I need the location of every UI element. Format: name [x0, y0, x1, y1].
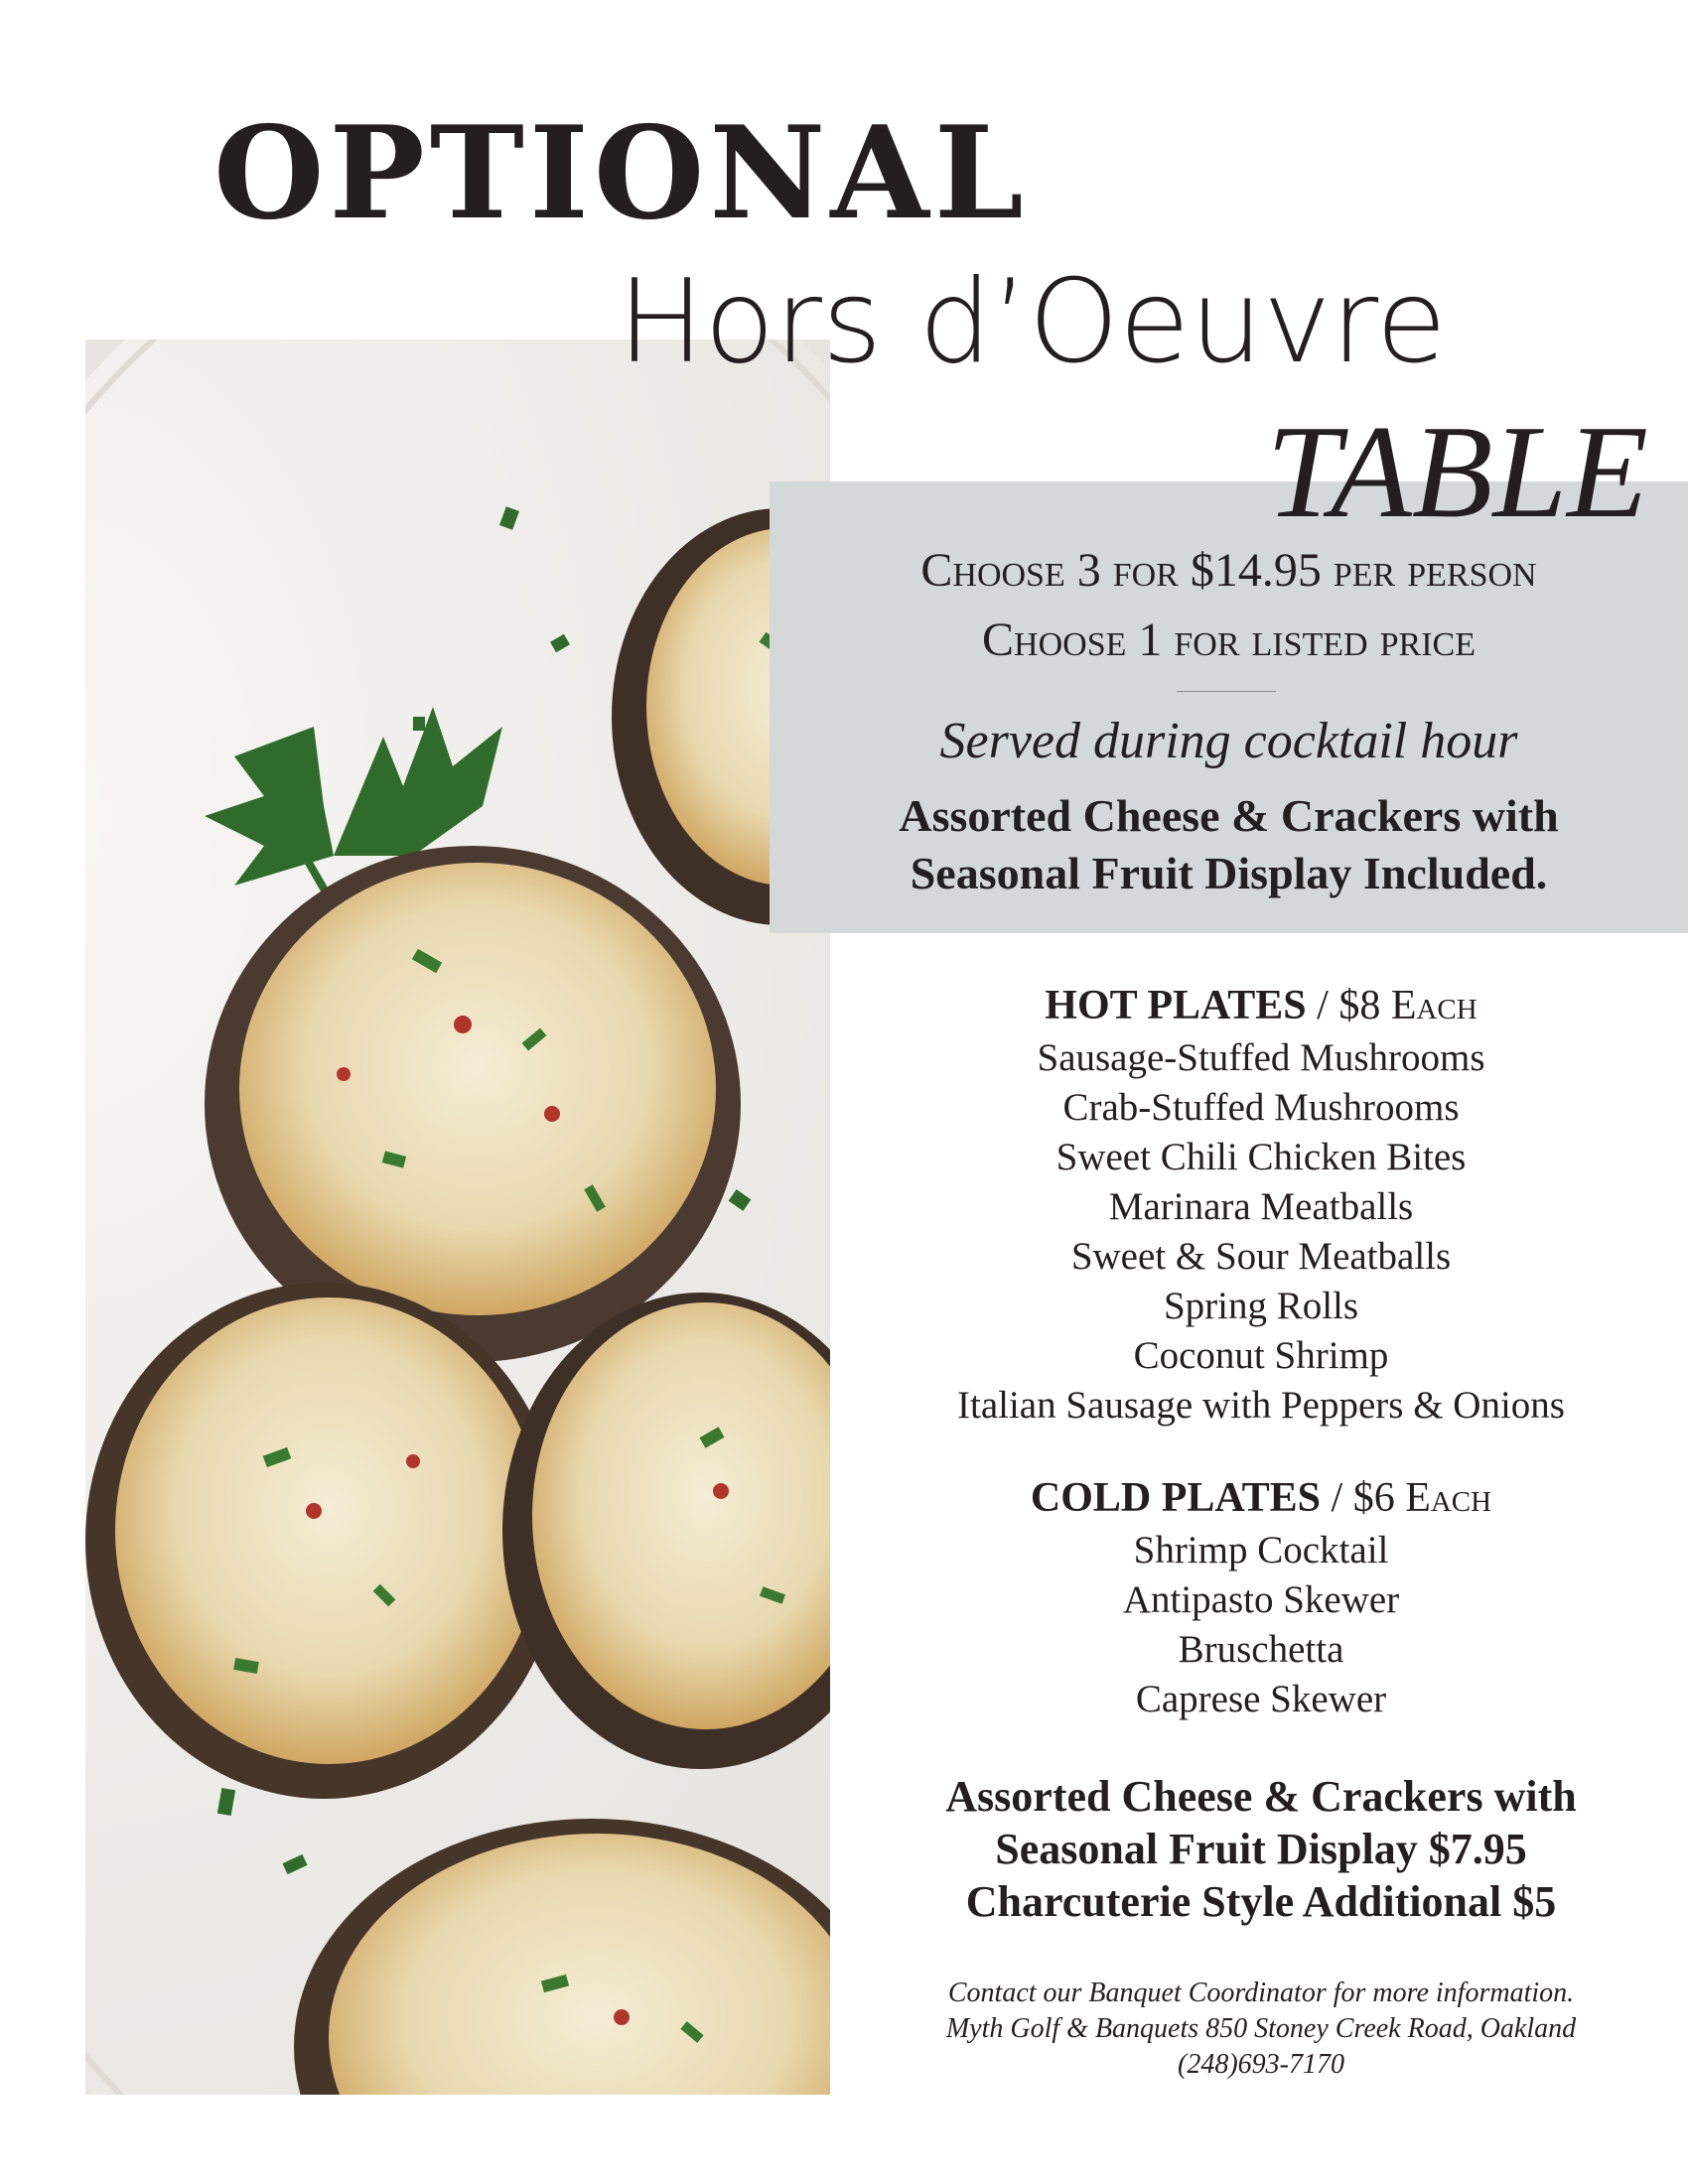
list-item: Sausage-Stuffed Mushrooms: [1037, 1036, 1485, 1079]
hot-plates-name: HOT PLATES: [1045, 983, 1307, 1028]
list-item: Sweet Chili Chicken Bites: [1055, 1136, 1467, 1178]
hot-plates-separator: /: [1306, 983, 1339, 1028]
served-note: Served during cocktail hour: [939, 713, 1518, 769]
list-item: Italian Sausage with Peppers & Onions: [957, 1384, 1565, 1427]
contact-phone: (248)693-7170: [1178, 2049, 1344, 2080]
list-item: Spring Rolls: [1163, 1285, 1359, 1327]
included-line-1: Assorted Cheese & Crackers with: [899, 790, 1559, 841]
list-item: Marinara Meatballs: [1108, 1185, 1414, 1228]
list-item: Crab-Stuffed Mushrooms: [1062, 1086, 1460, 1129]
menu-sections: [894, 978, 1628, 1724]
title-optional: OPTIONAL: [213, 99, 1029, 248]
hot-plates-price: $8 Each: [1338, 983, 1477, 1028]
extras-section: [894, 1770, 1628, 1928]
extras-line-1: Assorted Cheese & Crackers with: [945, 1772, 1577, 1821]
title-hors-doeuvre: Hors d’Oeuvre: [618, 255, 1448, 389]
list-item: Coconut Shrimp: [1133, 1334, 1389, 1377]
section-gap: [894, 1431, 1628, 1470]
list-item: Shrimp Cocktail: [1133, 1529, 1389, 1571]
list-item: Antipasto Skewer: [1122, 1578, 1400, 1621]
cold-plates-separator: /: [1321, 1475, 1353, 1521]
contact-info: [894, 1976, 1628, 2083]
choose-one-price: Choose 1 for listed price: [982, 614, 1476, 666]
stuffed-mushrooms-photo-icon: [85, 340, 830, 2095]
choose-three-price: Choose 3 for $14.95 per person: [920, 544, 1537, 597]
cold-plates-heading: [894, 1470, 1628, 1526]
extras-line-2: Seasonal Fruit Display $7.95: [995, 1825, 1527, 1873]
stuffed-mushrooms-photo: [85, 340, 830, 2095]
cold-plates-name: COLD PLATES: [1030, 1475, 1322, 1521]
pricing-divider: [1177, 691, 1276, 692]
cold-plates-price: $6 Each: [1352, 1475, 1492, 1521]
list-item: Bruschetta: [1178, 1628, 1344, 1671]
list-item: Sweet & Sour Meatballs: [1070, 1235, 1452, 1278]
extras-line-3: Charcuterie Style Additional $5: [965, 1877, 1557, 1926]
hot-plates-heading: [894, 978, 1628, 1033]
contact-line-1: Contact our Banquet Coordinator for more information.: [947, 1978, 1575, 2008]
contact-address: Myth Golf & Banquets 850 Stoney Creek Road, Oakland: [945, 2013, 1577, 2044]
included-line-2: Seasonal Fruit Display Included.: [910, 848, 1548, 898]
list-item: Caprese Skewer: [1135, 1678, 1387, 1720]
title-table: TABLE: [1266, 398, 1648, 545]
